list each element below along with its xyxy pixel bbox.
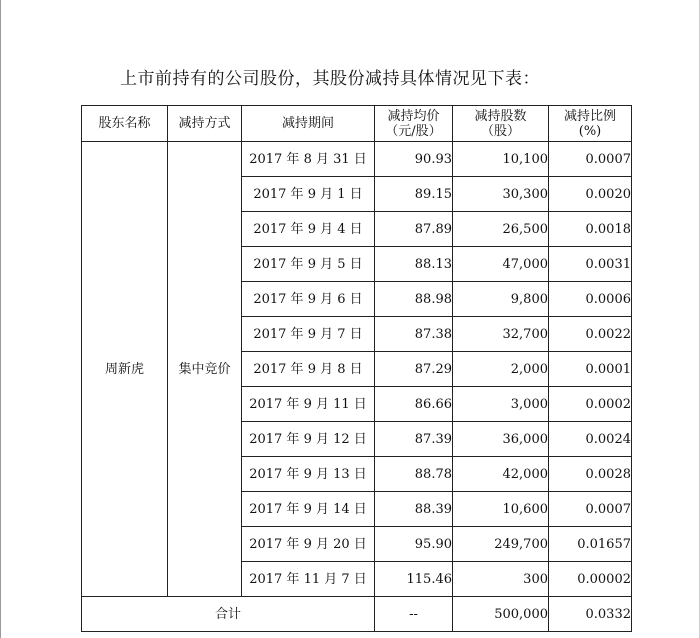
total-ratio-cell: 0.0332 <box>549 597 632 632</box>
ratio-cell: 0.01657 <box>549 527 632 562</box>
date-cell: 2017 年 9 月 1 日 <box>242 177 375 212</box>
shares-cell: 30,300 <box>453 177 549 212</box>
ratio-cell: 0.0007 <box>549 142 632 177</box>
price-cell: 87.39 <box>375 422 453 457</box>
ratio-cell: 0.0018 <box>549 212 632 247</box>
price-cell: 88.98 <box>375 282 453 317</box>
date-cell: 2017 年 9 月 13 日 <box>242 457 375 492</box>
price-cell: 87.38 <box>375 317 453 352</box>
header-method: 减持方式 <box>168 106 242 142</box>
price-cell: 90.93 <box>375 142 453 177</box>
shares-cell: 249,700 <box>453 527 549 562</box>
ratio-cell: 0.0020 <box>549 177 632 212</box>
table-body <box>82 142 632 632</box>
ratio-cell: 0.0006 <box>549 282 632 317</box>
total-row <box>82 597 632 632</box>
price-cell: 88.13 <box>375 247 453 282</box>
header-ratio-line-1: 减持比例 <box>563 108 616 124</box>
price-cell: 88.78 <box>375 457 453 492</box>
shares-cell: 42,000 <box>453 457 549 492</box>
shares-cell: 32,700 <box>453 317 549 352</box>
ratio-cell: 0.0028 <box>549 457 632 492</box>
header-row <box>82 106 632 142</box>
ratio-cell: 0.0031 <box>549 247 632 282</box>
shares-cell: 26,500 <box>453 212 549 247</box>
date-cell: 2017 年 9 月 6 日 <box>242 282 375 317</box>
date-cell: 2017 年 9 月 7 日 <box>242 317 375 352</box>
method-cell: 集中竞价 <box>168 142 242 597</box>
date-cell: 2017 年 9 月 12 日 <box>242 422 375 457</box>
intro-text: 上市前持有的公司股份，其股份减持具体情况见下表： <box>120 69 540 89</box>
header-shares-line-1: 减持股数 <box>474 108 527 124</box>
shares-cell: 300 <box>453 562 549 597</box>
ratio-cell: 0.0002 <box>549 387 632 422</box>
total-price-cell: -- <box>375 597 453 632</box>
price-cell: 88.39 <box>375 492 453 527</box>
header-price-line-1: 减持均价 <box>387 108 440 124</box>
date-cell: 2017 年 9 月 14 日 <box>242 492 375 527</box>
date-cell: 2017 年 9 月 4 日 <box>242 212 375 247</box>
holder-name-cell: 周新虎 <box>82 142 168 597</box>
price-cell: 87.89 <box>375 212 453 247</box>
ratio-cell: 0.0024 <box>549 422 632 457</box>
shares-cell: 47,000 <box>453 247 549 282</box>
header-price-line-2: （元/股） <box>385 123 442 139</box>
ratio-cell: 0.0022 <box>549 317 632 352</box>
date-cell: 2017 年 11 月 7 日 <box>242 562 375 597</box>
header-price <box>375 106 453 142</box>
shares-cell: 9,800 <box>453 282 549 317</box>
table-row <box>82 142 632 177</box>
price-cell: 87.29 <box>375 352 453 387</box>
header-shares <box>453 106 549 142</box>
price-cell: 86.66 <box>375 387 453 422</box>
header-shares-line-2: （股） <box>480 123 520 139</box>
share-reduction-table <box>81 105 632 632</box>
ratio-cell: 0.00002 <box>549 562 632 597</box>
shares-cell: 36,000 <box>453 422 549 457</box>
date-cell: 2017 年 9 月 20 日 <box>242 527 375 562</box>
price-cell: 89.15 <box>375 177 453 212</box>
shares-cell: 10,100 <box>453 142 549 177</box>
price-cell: 95.90 <box>375 527 453 562</box>
header-ratio <box>549 106 632 142</box>
table-header <box>82 106 632 142</box>
ratio-cell: 0.0007 <box>549 492 632 527</box>
page-edge-left <box>0 0 1 638</box>
shares-cell: 3,000 <box>453 387 549 422</box>
total-label-cell: 合计 <box>82 597 375 632</box>
shares-cell: 2,000 <box>453 352 549 387</box>
ratio-cell: 0.0001 <box>549 352 632 387</box>
date-cell: 2017 年 9 月 11 日 <box>242 387 375 422</box>
header-holder: 股东名称 <box>82 106 168 142</box>
header-period: 减持期间 <box>242 106 375 142</box>
date-cell: 2017 年 8 月 31 日 <box>242 142 375 177</box>
date-cell: 2017 年 9 月 8 日 <box>242 352 375 387</box>
shares-cell: 10,600 <box>453 492 549 527</box>
header-ratio-line-2: (%) <box>578 123 602 139</box>
total-shares-cell: 500,000 <box>453 597 549 632</box>
price-cell: 115.46 <box>375 562 453 597</box>
date-cell: 2017 年 9 月 5 日 <box>242 247 375 282</box>
